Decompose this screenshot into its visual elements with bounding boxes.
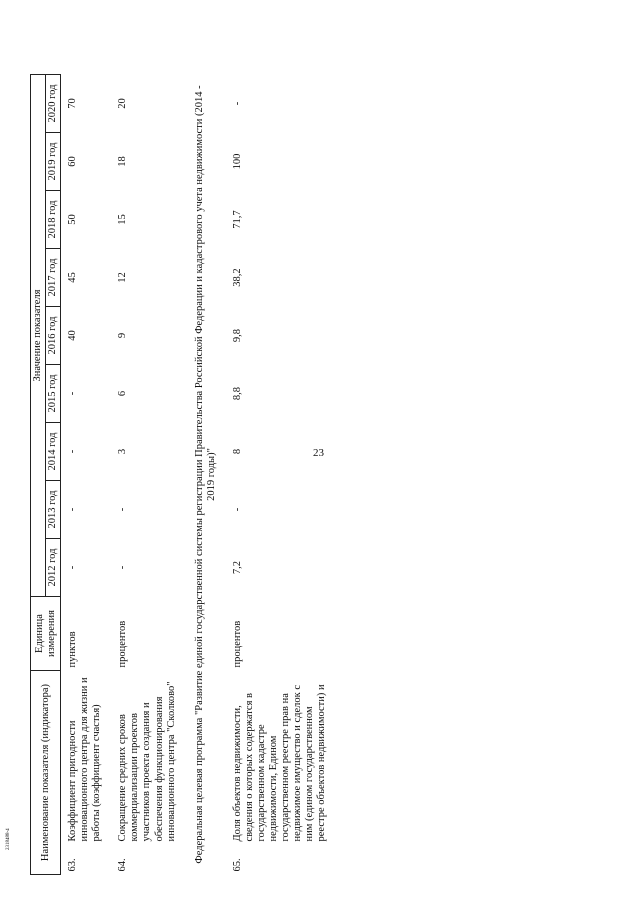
value-cell: 71,7 — [231, 210, 243, 229]
value-cell: - — [231, 507, 243, 512]
table-row — [61, 75, 112, 875]
value-cell: - — [117, 507, 129, 512]
header-year: 2019 год — [46, 133, 61, 191]
unit-cell: процентов — [231, 620, 243, 668]
header-year: 2014 год — [46, 423, 61, 481]
indicators-table — [30, 74, 336, 875]
header-year: 2020 год — [46, 75, 61, 133]
value-cell: 8,8 — [231, 386, 243, 401]
table-row — [111, 75, 185, 875]
page-number: 23 — [313, 447, 324, 459]
header-indicator-name: Наименование показателя (индикатора) — [31, 671, 61, 875]
value-cell: 100 — [231, 153, 243, 170]
row-number: 63. — [67, 858, 79, 872]
document-stamp: 2318488-4 — [6, 828, 11, 850]
unit-cell: пунктов — [67, 631, 79, 668]
value-cell: 15 — [117, 214, 129, 225]
value-cell: 7,2 — [231, 560, 243, 575]
table-row — [226, 75, 337, 875]
value-cell: 8 — [231, 448, 243, 455]
value-cell: - — [67, 391, 79, 396]
value-cell: 70 — [67, 98, 79, 109]
value-cell: - — [231, 101, 243, 106]
value-cell: 3 — [117, 448, 129, 455]
value-cell: 40 — [67, 330, 79, 341]
value-cell: 20 — [117, 98, 129, 109]
value-cell: 9,8 — [231, 328, 243, 343]
value-cell: 12 — [117, 272, 129, 283]
value-cell: 18 — [117, 156, 129, 167]
unit-cell: процентов — [117, 620, 129, 668]
header-year: 2013 год — [46, 481, 61, 539]
program-title: Федеральная целевая программа "Развитие единой государственной системы регистрации Правительства Российской Федерации и кадастрового учета недвижимости (2014 - 2019 годы)" — [193, 85, 217, 864]
value-cell: 38,2 — [231, 268, 243, 287]
indicator-name: Доля объектов недвижимости, сведения о которых содержатся в государственном кадастре недвижимости, Едином государственном реестре прав на недвижимое имущество и сделок с ним (едином государственном реестре объектов недвижимости) и — [231, 684, 328, 842]
value-cell: - — [67, 565, 79, 570]
value-cell: 6 — [117, 390, 129, 397]
header-year: 2017 год — [46, 249, 61, 307]
value-cell: 60 — [67, 156, 79, 167]
header-year: 2018 год — [46, 191, 61, 249]
value-cell: - — [67, 449, 79, 454]
row-number: 65. — [231, 858, 243, 872]
value-cell: 45 — [67, 272, 79, 283]
header-year: 2012 год — [46, 539, 61, 597]
header-values-group: Значение показателя — [31, 75, 46, 597]
rotated-page-content — [30, 25, 620, 875]
program-heading-row — [186, 75, 226, 875]
value-cell: 9 — [117, 332, 129, 339]
header-year: 2015 год — [46, 365, 61, 423]
header-unit: Единица измерения — [31, 597, 61, 671]
header-year: 2016 год — [46, 307, 61, 365]
row-number: 64. — [117, 858, 129, 872]
indicator-name: Сокращение средних сроков коммерциализации проектов участников проекта создания и обеспечения функционирования инновационного центра "Сколково" — [117, 681, 177, 842]
value-cell: 50 — [67, 214, 79, 225]
indicator-name: Коэффициент пригодности инновационного центра для жизни и работы (коэффициент счастья) — [67, 677, 103, 842]
value-cell: - — [67, 507, 79, 512]
value-cell: - — [117, 565, 129, 570]
